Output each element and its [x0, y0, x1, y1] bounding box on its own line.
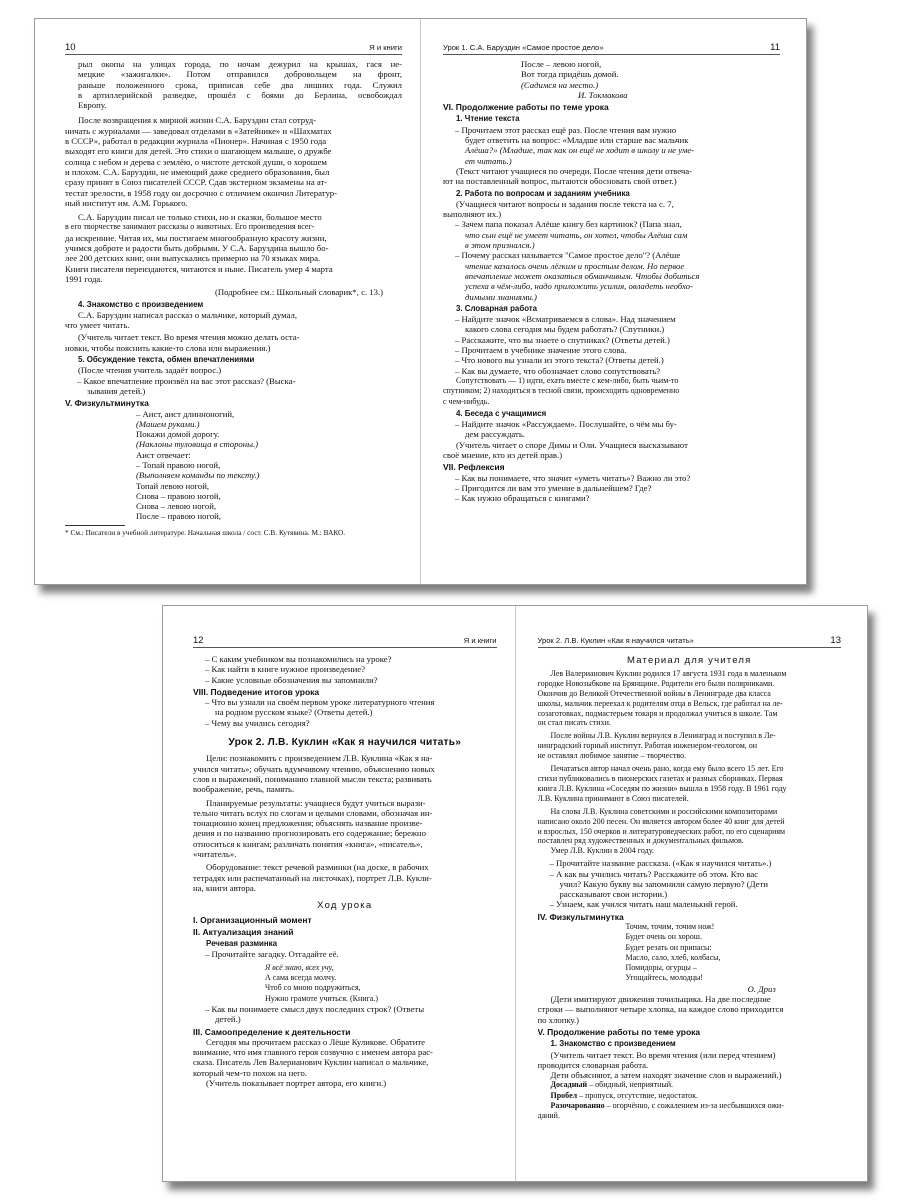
- text-line: «читатель».: [193, 849, 237, 860]
- vocab-entry: [538, 1080, 842, 1090]
- page-number: 11: [770, 42, 780, 53]
- book-spread-pages-10-11: [34, 18, 807, 585]
- section-heading: 1. Знакомство с произведением: [550, 1039, 676, 1049]
- text-line: Планируемые результаты: учащиеся будут учиться вырази-: [206, 797, 426, 808]
- poem-line: Помидоры, огурцы –: [625, 963, 697, 973]
- question-line: – Что нового вы узнали из этого текста? (Ответы детей.): [455, 355, 664, 366]
- text-line: рыл окопы на улицах города, по ночам дежурил на крышах, гася не-: [78, 59, 402, 69]
- question-line: в этом признался.): [465, 240, 535, 251]
- text-line: Дети объясняют, а затем находят значение слов и выражений.): [550, 1070, 782, 1081]
- text-line: тонационно конец предложения; объяснять название произве-: [193, 818, 423, 829]
- poem-line: Топай левою ногой,: [136, 480, 210, 491]
- text-line: Печататься автор начал очень рано, когда ему было всего 15 лет. Его: [550, 764, 784, 774]
- text-line: своё мнение, кто из детей прав.): [443, 449, 563, 460]
- poem-stage-direction: (Выполняем команды по тексту.): [136, 470, 260, 481]
- question-line: – Как вы думаете, что обозначает слово сопутствовать?: [455, 365, 661, 376]
- question-line: – Как вы понимаете, что значит «уметь читать»? Важно ли это?: [455, 472, 691, 483]
- text-line: Европу.: [78, 100, 107, 111]
- page-number: 12: [193, 635, 204, 646]
- poem: [538, 922, 842, 984]
- section-heading: VII. Рефлексия: [443, 462, 505, 473]
- question-line: будет ответить на вопрос: «Младше или старше вас мальчик: [465, 135, 689, 146]
- question-line: – Почему рассказ называется "Самое простое дело"? (Алёше: [455, 250, 681, 261]
- text-line: С.А. Баруздин написал рассказ о мальчике, который думал,: [78, 309, 298, 320]
- section-heading: VIII. Подведение итогов урока: [193, 686, 320, 697]
- poem-line: Вот тогда придёшь домой.: [521, 69, 619, 80]
- text-line: Лев Валерианович Куклин родился 17 августа 1931 года в маленьком: [550, 668, 787, 678]
- running-header: [65, 43, 402, 55]
- poem: [65, 409, 402, 522]
- page-10: [35, 19, 421, 584]
- text-line: Книги писателя переиздаются, читаются и ныне. Писатель умер 4 марта: [65, 263, 333, 274]
- text-line: лее 200 детских книг, они выпускались примерно на 70 языках мира.: [65, 253, 321, 264]
- question-line: – Прочитайте название рассказа. («Как я научился читать».): [549, 858, 772, 869]
- poem-stage-direction: (Садимся на место.): [521, 79, 599, 90]
- question-line: – Как найти в книге нужное произведение?: [205, 664, 365, 675]
- riddle-line: Я всё знаю, всех учу,: [265, 962, 334, 972]
- question-line: – А как вы учились читать? Расскажите об этом. Кто вас: [549, 868, 759, 879]
- running-title: Урок 2. Л.В. Куклин «Как я научился читать»: [537, 636, 694, 645]
- poem-stage-direction: (Наклоны туловища в стороны.): [136, 439, 259, 450]
- vocab-word: Пробел: [550, 1090, 578, 1100]
- question-line: Алёша?» (Младше, так как он ещё не ходит в школу и не уме-: [465, 145, 695, 156]
- poem-stage-direction: (Машем руками.): [136, 418, 200, 429]
- vocab-word: Досадный: [550, 1080, 588, 1090]
- riddle: [193, 963, 497, 1004]
- book-spread-pages-12-13: [162, 605, 868, 1182]
- text-line: созаготовках, подмастерьем токаря и продолжал учиться в школе. Там: [537, 708, 778, 718]
- text-line: дения и по названию прогнозировать его содержание; бережно: [193, 828, 426, 839]
- poem-line: После – левою ногой,: [521, 59, 602, 69]
- question-line: – Чему вы учились сегодня?: [205, 717, 310, 728]
- text-line: (Учитель читает текст. Во время чтения можно делать оста-: [78, 332, 300, 343]
- poem-line: Покажи домой дорогу.: [136, 429, 220, 440]
- page-11: [421, 19, 806, 584]
- text-line: учимся доброте и радости быть добрыми. У С.А. Баруздина вышло бо-: [65, 243, 329, 254]
- riddle-line: А сама всегда молчу.: [265, 973, 337, 983]
- paragraph: [65, 212, 402, 284]
- question-line: – Найдите значок «Всматриваемся в слова». Над значением: [455, 314, 676, 325]
- question-line: – Прочитаем этот рассказ ещё раз. После чтения вам нужно: [455, 124, 677, 135]
- poem-author: О. Дриз: [747, 983, 776, 994]
- question-line: – Как нужно обращаться с книгами?: [455, 493, 590, 504]
- text-line: внимание, что имя главного героя созвучно с именем автора рас-: [193, 1047, 433, 1058]
- poem-author: И. Токмакова: [578, 89, 628, 100]
- poem-line: Снова – правою ногой,: [136, 490, 221, 501]
- poem-line: Аист отвечает:: [136, 449, 191, 460]
- text-line: ный институт им. А.М. Горького.: [65, 197, 188, 208]
- text-line: книга Л.В. Куклина «Соседям по жизни» вышла в 1958 году. В 1961 году: [537, 783, 787, 793]
- text-line: С.А. Баруздин писал не только стихи, но и сказки, большое место: [78, 212, 322, 223]
- text-line: написано около 200 песен. Он является автором более 40 книг для детей: [537, 816, 785, 826]
- text-line: После войны Л.В. Куклин вернулся в Ленинград и поступил в Ле-: [550, 731, 776, 741]
- course-heading: Ход урока: [317, 900, 373, 912]
- text-line: (Текст читают учащиеся по очереди. После чтения дети отвеча-: [456, 165, 692, 176]
- text-line: На слова Л.В. Куклина советскими и российскими композиторами: [550, 806, 778, 816]
- text-line: в его творчестве занимают рассказы о животных. Его произведения всег-: [65, 222, 315, 232]
- text-line: мецкие «зажигалки». Потом отправился добровольцем на фронт,: [78, 69, 402, 80]
- question-line: учил? Какую букву вы запомнили самую первую? (Дети: [559, 878, 768, 889]
- text-line: Окончив до Великой Отечественной войны в Ленинграде два класса: [537, 688, 771, 698]
- poem-line: – Топай правою ногой,: [136, 459, 221, 470]
- question-line: – Узнаем, как учился читать наш маленький герой.: [549, 899, 738, 910]
- page-number: 13: [830, 635, 841, 646]
- poem-line: Угощайтесь, молодцы!: [625, 973, 704, 983]
- text-line: тестат зрелости, в 1958 году он досрочно с отличием окончил Литератур-: [65, 187, 338, 198]
- page-body: [193, 654, 497, 1088]
- question-line: чтение казалось очень лёгким и простым делом. Но первое: [465, 260, 685, 271]
- text-line: что умеет читать.: [65, 320, 130, 331]
- section-heading: Речевая разминка: [206, 939, 277, 949]
- page-body: [443, 59, 780, 503]
- question-line: – Зачем папа показал Алёше книгу без картинок? (Папа знал,: [455, 219, 682, 230]
- text-line: (Учитель читает текст. Во время чтения (или перед чтением): [550, 1049, 776, 1060]
- text-line: ничать с журналами — заведовал отделами в «Затейнике» и «Шахматах: [65, 125, 332, 136]
- riddle-line: Нужно грамоте учиться. (Книга.): [265, 993, 379, 1003]
- text-line: который чем-то похож на него.: [193, 1067, 307, 1078]
- text-line: Цели: познакомить с произведением Л.В. Куклина «Как я на-: [206, 753, 433, 764]
- section-heading: I. Организационный момент: [193, 914, 312, 925]
- poem-line: Будет резать он припасы:: [625, 942, 712, 952]
- question-line: детей.): [215, 1014, 241, 1025]
- section-heading: V. Физкультминутка: [65, 398, 149, 409]
- running-header: [193, 636, 497, 648]
- question-line: успеха в чём-либо, надо приложить усилия, овладеть необхо-: [465, 281, 693, 292]
- question-line: впечатление может оказаться обманчивым. Чтобы добиться: [465, 270, 700, 281]
- lesson-title: Урок 2. Л.В. Куклин «Как я научился читать»: [228, 737, 462, 749]
- poem-line: – Аист, аист длинноногий,: [136, 408, 235, 419]
- poem-line: Точим, точим, точим нож!: [625, 922, 715, 931]
- poem-line: Снова – левою ногой,: [136, 501, 217, 512]
- definition-line: с чем-нибудь.: [443, 396, 490, 406]
- text-line: слов и выражений, пониманию главной мысли текста; развивать: [193, 773, 432, 784]
- question-line: – Прочитаем в учебнике значение этого слова.: [455, 345, 627, 356]
- section-heading: III. Самоопределение к деятельности: [193, 1026, 351, 1037]
- question-line: – Прочитайте загадку. Отгадайте её.: [205, 949, 339, 960]
- question-line: ет читать.): [465, 155, 512, 166]
- poem-line: После – правою ногой,: [136, 511, 221, 522]
- text-line: проводится словарная работа.: [537, 1059, 649, 1070]
- text-line: относиться к книгам; различать понятия «книга», «писатель»,: [193, 838, 423, 849]
- material-heading: Материал для учителя: [627, 655, 752, 666]
- section-heading: 4. Знакомство с произведением: [78, 299, 204, 309]
- question-line: – Расскажите, что вы знаете о спутниках? (Ответы детей.): [455, 334, 670, 345]
- poem-line: Масло, сало, хлеб, колбасы,: [625, 952, 721, 962]
- vocab-entry: [538, 1101, 842, 1111]
- section-heading: VI. Продолжение работы по теме урока: [443, 102, 609, 113]
- section-heading: 2. Работа по вопросам и заданиям учебника: [456, 188, 630, 198]
- footnote: * См.: Писатели в учебной литературе. Начальная школа / сост. С.В. Кутявина. М.: ВАКО.: [65, 527, 346, 537]
- question-line: – С каким учебником вы познакомились на уроке?: [205, 654, 392, 664]
- vocab-word: Разочарованно: [550, 1101, 605, 1111]
- running-title: Я и книги: [369, 43, 402, 52]
- text-line: на, книги автора.: [193, 882, 256, 893]
- page-12: [163, 606, 516, 1181]
- definition-line: Сопутствовать — 1) идти, ехать вместе с кем-либо, быть чьим-то: [456, 375, 679, 385]
- text-line: городке Новозыбкове на Брянщине. Родители его были полярниками.: [537, 678, 775, 688]
- page-13: [516, 606, 868, 1181]
- section-heading: II. Актуализация знаний: [193, 926, 294, 937]
- running-header: [538, 636, 842, 648]
- text-line: 1991 года.: [65, 273, 103, 284]
- question-line: – Что вы узнали на своём первом уроке литературного чтения: [205, 697, 435, 708]
- question-line: что сын ещё не умеет читать, он хотел, чтобы Алёша сам: [465, 229, 688, 240]
- text-line: выполняют их.): [443, 209, 502, 220]
- text-line: После возвращения к мирной жизни С.А. Баруздин стал сотруд-: [78, 115, 317, 126]
- page-body: [65, 59, 402, 537]
- riddle-line: Чтоб со мною подружиться,: [265, 983, 361, 993]
- vocab-definition: даний.: [537, 1111, 560, 1121]
- text-line: Умер Л.В. Куклин в 2004 году.: [550, 846, 654, 856]
- question-line: – Какие условные обозначения вы запомнили?: [205, 674, 378, 685]
- text-line: в артиллерийской разведке, прошёл с боями до Берлина, освобождал: [78, 89, 402, 100]
- text-line: Сегодня мы прочитаем рассказ о Лёше Куликове. Обратите: [206, 1036, 426, 1047]
- source-reference: (Подробнее см.: Школьный словарик*, с. 13.): [215, 287, 384, 298]
- running-header: [443, 43, 780, 55]
- question-line: – Какое впечатление произвёл на вас этот рассказ? (Выска-: [77, 375, 296, 386]
- text-line: выходят его книги для детей. Это стихи о шагающем малыше, о дружбе: [65, 146, 332, 157]
- poem-line: Будет очень он хорош.: [625, 932, 702, 942]
- text-line: и взрослых, 150 очерков и литературоведческих работ, по его сценариям: [537, 826, 786, 836]
- text-line: воображение, речь, память.: [193, 784, 295, 795]
- question-line: рассказывают свои истории.): [559, 889, 668, 900]
- text-line: он стал писать стихи.: [537, 718, 611, 728]
- text-line: не оставлял любимое занятие – творчество.: [537, 751, 687, 761]
- text-line: (Учитель читает о споре Димы и Оли. Учащиеся высказывают: [456, 439, 688, 450]
- section-heading: IV. Физкультминутка: [537, 911, 624, 922]
- question-line: – Найдите значок «Рассуждаем». Послушайте, о чём мы бу-: [455, 419, 677, 430]
- question-line: какого слова сегодня мы будем работать? (Спутники.): [465, 324, 665, 335]
- page-number: 10: [65, 42, 76, 53]
- text-line: учился читать»; обучать вдумчивому чтению, объяснению новых: [193, 763, 435, 774]
- section-heading: 5. Обсуждение текста, обмен впечатлениями: [78, 355, 255, 365]
- text-line: строки — выполняют четыре хлопка, на каждое слово приходится: [537, 1004, 784, 1015]
- paragraph: [65, 115, 402, 208]
- text-line: Оборудование: текст речевой разминки (на доске, в рабочих: [206, 862, 429, 873]
- vocab-definition: – пропуск, отсутствие, недостаток.: [577, 1090, 699, 1100]
- question-line: дем рассуждать.: [465, 429, 525, 440]
- question-line: зывания детей.): [87, 385, 146, 396]
- text-line: (Дети имитируют движения точильщика. На две последние: [550, 994, 771, 1005]
- vocab-definition: – обидный, неприятный.: [587, 1080, 674, 1090]
- section-heading: V. Продолжение работы по теме урока: [537, 1026, 701, 1037]
- question-line: – Пригодится ли вам это умение в дальнейшем? Где?: [455, 482, 652, 493]
- text-line: тельно читать вслух по слогам и целыми словами, обозначая ин-: [193, 807, 433, 818]
- question-line: димыми знаниями.): [465, 291, 537, 302]
- text-line: стихи публиковались в пионерских газетах и разных сборниках. Первая: [537, 773, 783, 783]
- section-heading: 4. Беседа с учащимися: [456, 408, 547, 418]
- question-line: на родном русском языке? (Ответы детей.): [215, 707, 373, 718]
- definition-line: спутником; 2) находиться в тесной связи, происходить одновременно: [443, 386, 680, 396]
- running-title: Я и книги: [463, 636, 497, 645]
- page-body: [538, 654, 842, 1122]
- text-line: тетрадях или распечатанный на листочках), портрет Л.В. Кукли-: [193, 872, 432, 883]
- text-line: поставлен ряд художественных и документальных фильмов.: [537, 836, 744, 846]
- text-line: (Учитель показывает портрет автора, его книги.): [206, 1077, 387, 1088]
- text-line: по хлопку.): [537, 1014, 579, 1025]
- vocab-definition: – огорчённо, с сожалением из-за несбывшихся ожи-: [604, 1101, 784, 1111]
- section-heading: 1. Чтение текста: [456, 114, 520, 124]
- running-title: Урок 1. С.А. Баруздин «Самое простое дело»: [443, 43, 604, 52]
- text-line: и плохом. С.А. Баруздин, не имеющий даже среднего образования, был: [65, 166, 330, 177]
- paragraph: [65, 59, 402, 110]
- text-line: да искренние. Читая их, мы постигаем многообразную красоту жизни,: [65, 232, 327, 243]
- text-line: новки, чтобы пояснить какие-то слова или выражения.): [65, 342, 271, 353]
- text-line: сказа. Писатель Лев Валерианович Куклин написал о мальчике,: [193, 1057, 429, 1068]
- section-heading: 3. Словарная работа: [456, 303, 538, 313]
- text-line: сразу принят в Союз писателей СССР. Сдав экстерном экзамены на ат-: [65, 177, 328, 188]
- questions-block: [538, 858, 842, 1121]
- question-line: – Как вы понимаете смысл двух последних строк? (Ответы: [205, 1003, 425, 1014]
- text-line: Л.В. Куклина принимают в Союз писателей.: [537, 793, 689, 803]
- text-line: (Учащиеся читают вопросы и задания после текста на с. 7,: [456, 198, 674, 209]
- text-line: солнца с небом и дерева с землёю, о чистоте детской души, о хорошем: [65, 156, 327, 167]
- text-line: раньше положенного срока, приписав себе два лишних года. Служил: [78, 79, 402, 90]
- vocab-entry: [538, 1091, 842, 1101]
- text-line: (После чтения учитель задаёт вопрос.): [78, 365, 222, 376]
- text-line: школы, мальчик переехал к родителям отца в Вельск, где работал на ле-: [537, 698, 783, 708]
- text-line: в СССР», работал в редакции журнала «Пионер». Начиная с 1950 года: [65, 136, 327, 147]
- text-line: ют на поставленный вопрос, пытаются обосновать свой ответ.): [443, 176, 677, 187]
- text-line: нинградский горный институт. Работая инженером-геологом, он: [537, 741, 758, 751]
